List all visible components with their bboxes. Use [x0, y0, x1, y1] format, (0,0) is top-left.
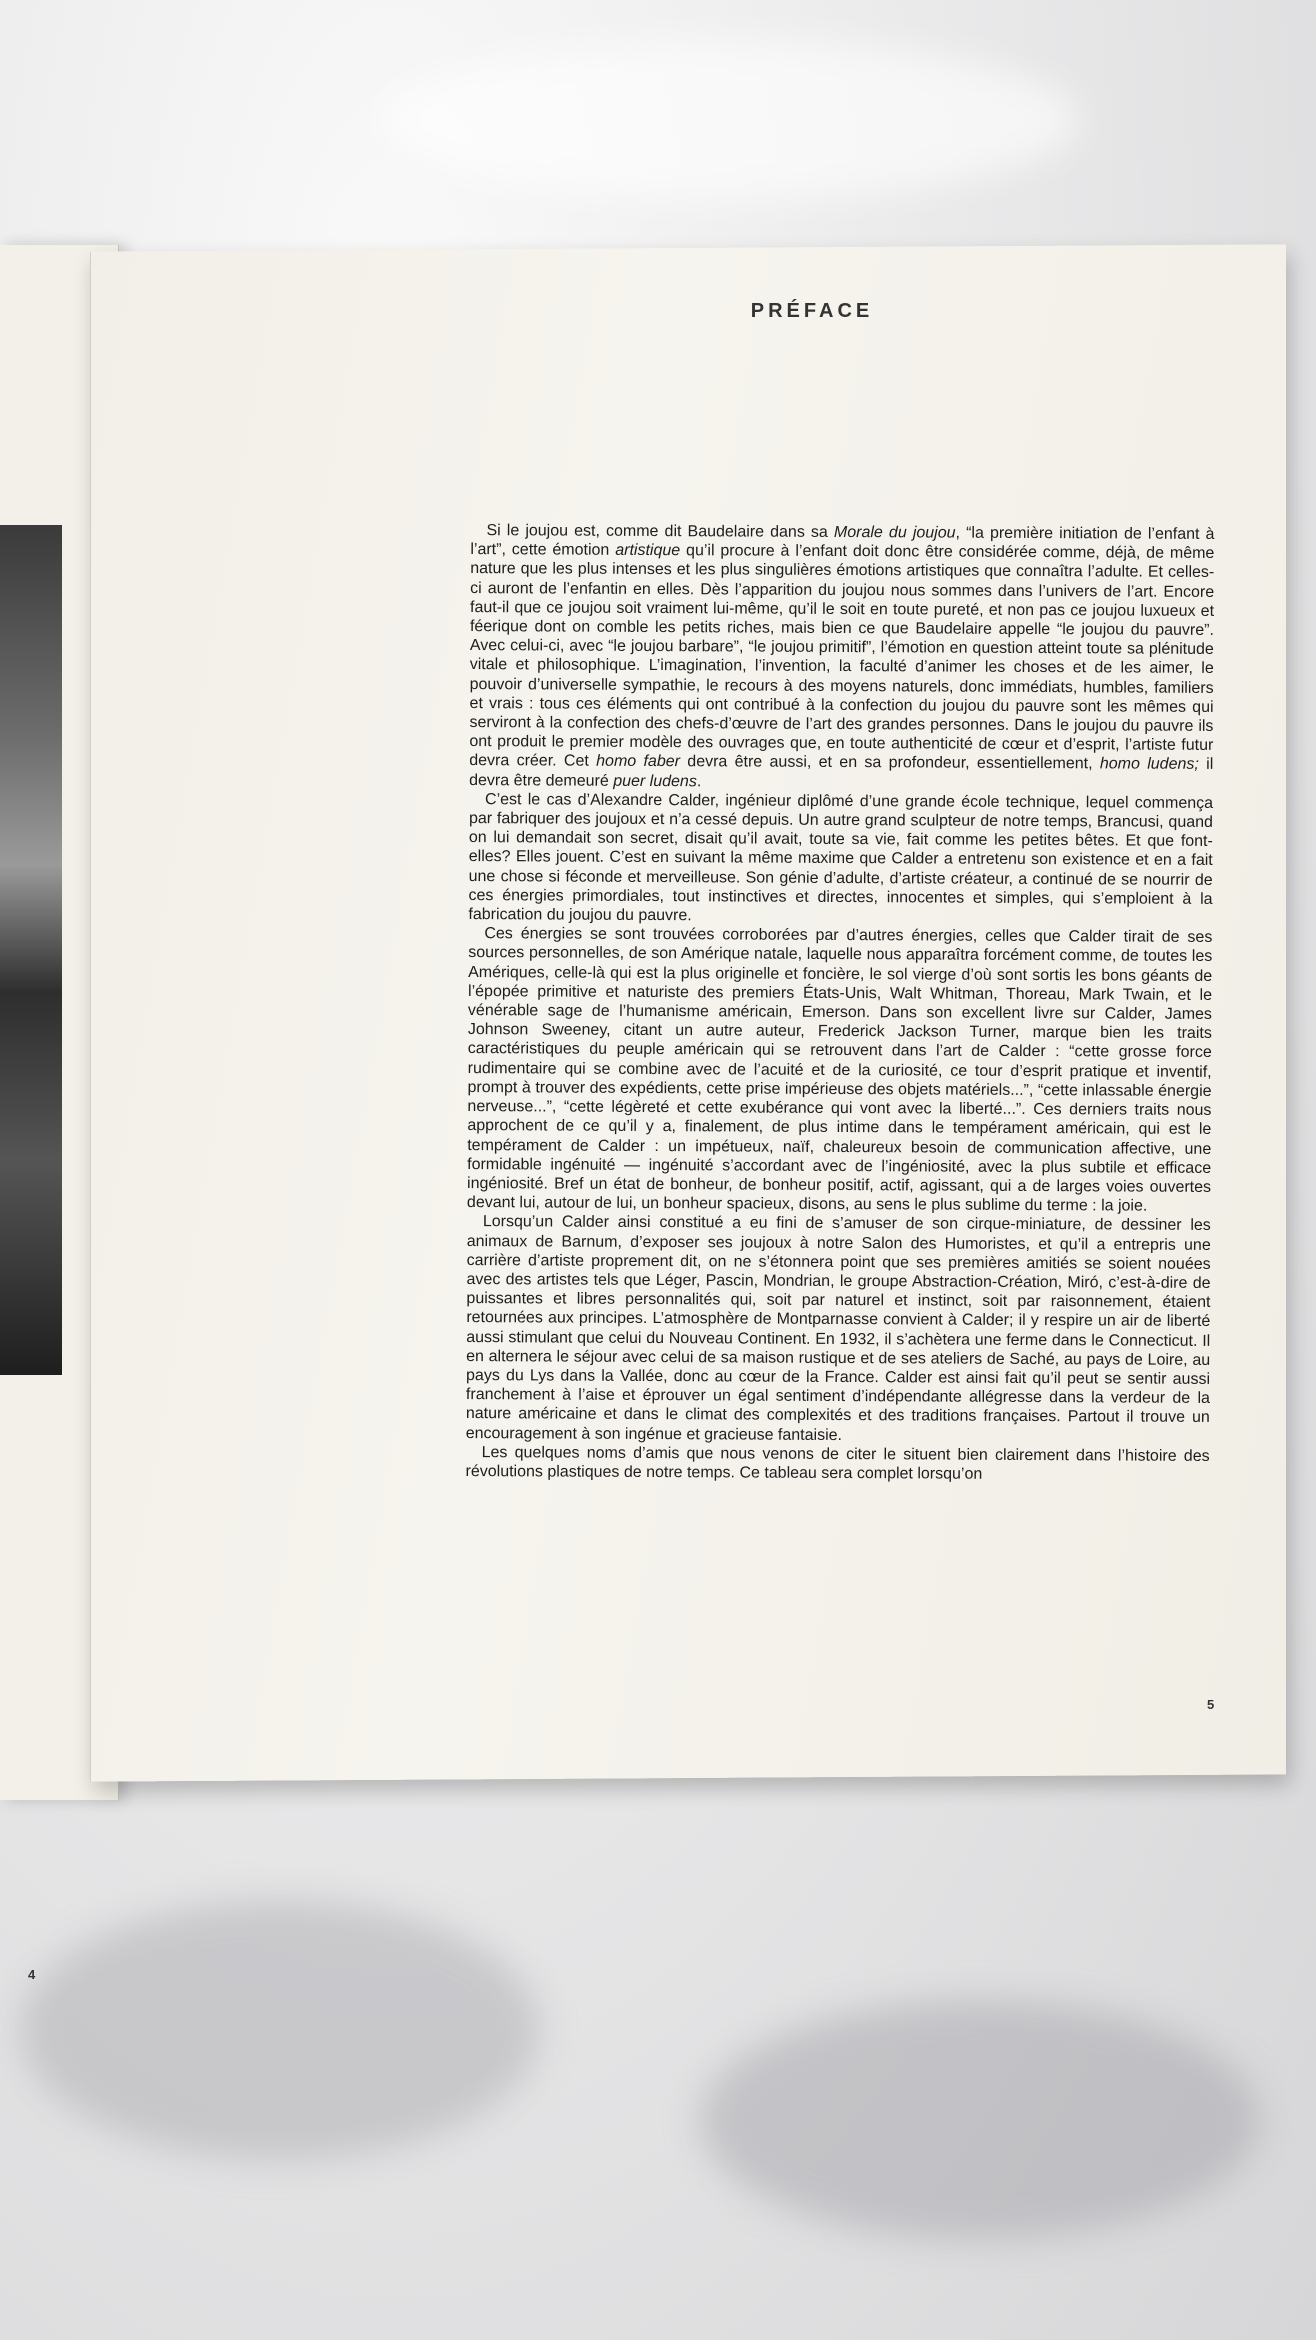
- right-page-number: 5: [1207, 1697, 1215, 1712]
- paragraph: [468, 790, 1213, 928]
- italic-text: Morale du joujou: [833, 523, 956, 542]
- paragraph: [467, 924, 1212, 1216]
- text-run: Les quelques noms d’amis que nous venons de citer le situent bien clairement dans l’histoire des révolutions plastiques de notre temps. Ce tableau sera complet lorsqu’on: [465, 1443, 1210, 1483]
- text-run: , “la première initiation de l’enfant à l’art”, cette émotion: [470, 524, 1215, 560]
- paragraph: [466, 1212, 1211, 1446]
- italic-text: artistique: [615, 542, 681, 560]
- italic-text: homo faber: [596, 753, 681, 771]
- text-run: Lorsqu’un Calder ainsi constitué a eu fini de s’amuser de son cirque-miniature, de dessiner les animaux de Barnum, d’exposer ses joujoux à notre Salon des Humoristes, et qu’il a entrepris une carrière d’artiste proprement dit, on ne s’étonnera point que ses premières amitiés se soient nouées avec des artistes tels que Léger, Pascin, Mondrian, le groupe Abstraction-Création, Miró, c’est-à-dire de puissantes et libres personnalités qui, soit par naturel et instinct, soit par raisonnement, étaient retournées aux principes. L’atmosphère de Montparnasse convient à Calder; il y respire un air de liberté aussi stimulant que celui du Nouveau Continent. En 1932, il s’achètera une ferme dans le Connecticut. Il en alternera le séjour avec celui de sa maison rustique et de ses ateliers de Saché, au pays de Loire, au pays du Lys dans la Vallée, donc au cœur de la France. Calder est ainsi fait qu’il peut se sentir aussi franchement à l’aise et éprouver un égal sentiment d’indépendante allégresse dans la verdeur de la nature américaine et dans le climat des complexités et des traditions françaises. Partout il trouve un encouragement à son ingénue et gracieuse fantaisie.: [465, 1213, 1211, 1444]
- paragraph: [469, 521, 1214, 794]
- page-title: PRÉFACE: [750, 300, 874, 322]
- paragraph: [465, 1443, 1209, 1485]
- left-page-number: 4: [28, 1967, 36, 1982]
- text-run: devra être aussi, et en sa profondeur, essentiellement,: [679, 753, 1100, 773]
- text-run: qu’il procure à l’enfant doit donc être considérée comme, déjà, de même nature que les plus intenses et les plus singulières émotions artistiques que connaîtra l’adulte. Et celles-ci auront de l’enfantin en elles. Dès l’apparition du joujou nous sommes dans l’univers de l’art. Encore faut-il que ce joujou soit vraiment lui-même, qu’il le soit en toute pureté, et non pas ce joujou luxueux et féerique dont on comble les petits riches, mais bien ce que Baudelaire appelle “le joujou du pauvre”. Avec celui-ci, avec “le joujou barbare”, “le joujou primitif”, l’émotion en question atteint toute sa plénitude vitale et philosophique. L’imagination, l’invention, la faculté d’animer les choses et de les aimer, le pouvoir d’universelle sympathie, le recours à des moyens naturels, donc immédiats, humbles, familiers et vrais : tous ces éléments qui ont contribué à la confection du joujou du pauvre sont les mêmes qui serviront à la confection des chefs-d’œuvre de l’art des grandes personnes. Dans le joujou du pauvre ils ont produit le premier modèle des ouvrages que, en toute authenticité de cœur et d’esprit, l’artiste futur devra créer. Cet: [469, 542, 1215, 771]
- italic-text: puer ludens: [613, 772, 697, 790]
- text-run: il devra être demeuré: [469, 756, 1214, 790]
- fabric-fold: [700, 2000, 1260, 2240]
- italic-text: homo ludens;: [1099, 755, 1199, 774]
- left-page-photo: [0, 525, 62, 1375]
- text-run: C’est le cas d’Alexandre Calder, ingénieur diplômé d’une grande école technique, lequel commença par fabriquer des joujoux et n’a cessé depuis. Un autre grand sculpteur de notre temps, Brancusi, quand on lui demandait son secret, disait qu’il avait, toute sa vie, fait comme les petites bêtes. Et que font-elles? Elles jouent. C’est en suivant la même maxime que Calder a entretenu son existence et en a fait une chose si féconde et merveilleuse. Son génie d’adulte, d’artiste créateur, a continué de se nourrir de ces énergies primordiales, tout instinctives et directes, innocentes et simples, qui s’emploient à la fabrication du joujou du pauvre.: [468, 790, 1214, 925]
- text-run: Si le joujou est, comme dit Baudelaire dans sa: [486, 522, 834, 541]
- text-run: .: [696, 772, 702, 790]
- text-run: Ces énergies se sont trouvées corroborées par d’autres énergies, celles que Calder tirait de ses sources personnelles, de son Amérique natale, laquelle nous apparaîtra forcément comme, de toutes les Amériques, celle-là qui est la plus originelle et foncière, le sol vierge d’où sont sortis les bons géants de l’épopée primitive et naturiste des premiers États-Unis, Walt Whitman, Thoreau, Mark Twain, et le vénérable sage de l’humanisme américain, Emerson. Dans son excellent livre sur Calder, James Johnson Sweeney, citant un autre auteur, Frederick Jackson Turner, marque bien les traits caractéristiques du peuple américain qui se retrouvent dans l’art de Calder : “cette grosse force rudimentaire qui se combine avec de l’acuité et de la curiosité, ce tour d’esprit pratique et inventif, prompt à trouver des expédients, cette prise impérieuse des objets matériels...”, “cette inlassable énergie nerveuse...”, “cette légèreté et cette exubérance qui vont avec la liberté...”. Ces derniers traits nous approchent de ce qu’il y a, finalement, de plus intime dans le tempérament américain, qui est le tempérament de Calder : un impétueux, naïf, chaleureux besoin de communication affective, une formidable ingénuité — ingénuité s’accordant avec de l’ingéniosité, avec la plus subtile et efficace ingéniosité. Bref un état de bonheur, de bonheur positif, actif, agissant, qui a de larges voies ouvertes devant lui, autour de lui, un bonheur spacieux, disons, au sens le plus sublime du terme : la joie.: [466, 925, 1213, 1215]
- fabric-fold: [380, 40, 1080, 200]
- preface-body: [465, 521, 1214, 1485]
- fabric-fold: [20, 1900, 540, 2160]
